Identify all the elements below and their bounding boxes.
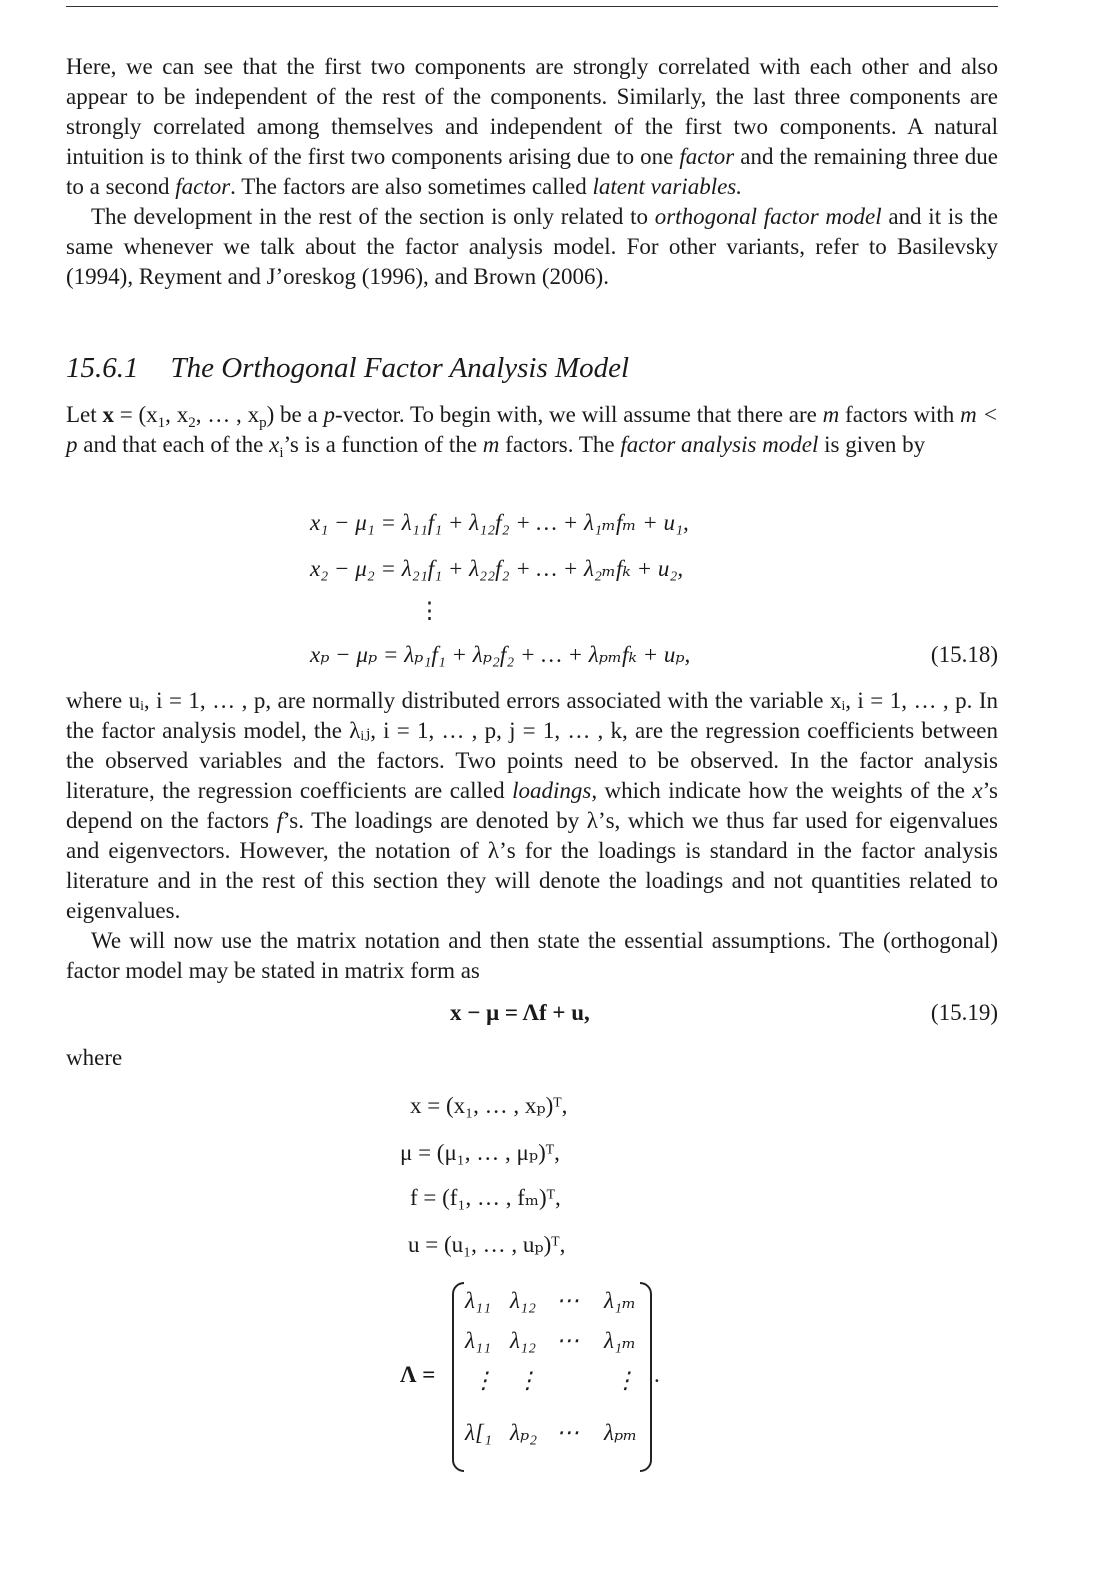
matrix-cell: λ₁ₘ [604,1328,637,1353]
section-heading [66,352,629,385]
matrix-cell: λ₁₂ [510,1288,536,1313]
equation-line-1: x₁ − μ₁ = λ₁₁f₁ + λ₁₂f₂ + … + λ₁ₘfₘ + u₁, [310,510,689,535]
matrix-right-bracket [640,1282,652,1472]
equation-number-1518: (15.18) [930,642,998,667]
paragraph-2: The development in the rest of the section is only related to orthogonal factor model and it is the same whenever we talk about the factor analysis model. For other variants, refer to Basilevsky (1994), Reyment and J’oreskog (1996), and Brown (2006). [66,204,998,289]
matrix-cell: λ₁ₘ [604,1288,637,1313]
matrix-left-bracket [452,1282,464,1472]
paragraph-1: Here, we can see that the first two components are strongly correlated with each other and also appear to be independent of the rest of the components. Similarly, the last three components are strongly correlated among themselves and independent of the first two components. A natural intuition is to think of the first two components arising due to one factor and the remaining three due to a second factor. The factors are also sometimes called latent variables. [66,54,998,199]
definition-u: u = (u₁, … , uₚ)ᵀ, [408,1232,566,1257]
matrix-cell: ⋯ [556,1420,579,1445]
matrix-cell: λ₁₂ [510,1328,536,1353]
paragraph-5: We will now use the matrix notation and then state the essential assumptions. The (orthogonal) factor model may be stated in matrix form as [66,928,998,983]
equation-line-2: x₂ − μ₂ = λ₂₁f₁ + λ₂₂f₂ + … + λ₂ₘfₖ + u₂, [310,556,684,581]
definition-lambda-label: Λ = [400,1362,436,1387]
matrix-cell: λ₁₁ [465,1328,491,1353]
definition-mu: μ = (μ₁, … , μₚ)ᵀ, [400,1140,560,1165]
matrix-cell: λ[₁ [465,1420,492,1445]
section-number: 15.6.1 [66,352,139,384]
section-title: The Orthogonal Factor Analysis Model [170,352,630,384]
matrix-cell: ⋮ [472,1368,495,1393]
matrix-cell: ⋮ [614,1368,637,1393]
matrix-cell: λ₁₁ [465,1288,491,1313]
paragraph-4: where uᵢ, i = 1, … , p, are normally distributed errors associated with the variable xᵢ, i = 1, … , p. In the factor analysis model, the λᵢⱼ, i = 1, … , p, j = 1, … , k, are the regression coefficients between the observed variables and the factors. Two points need to be observed. In the factor analysis literature, the regression coefficients are called loadings, which indicate how the weights of the x’s depend on the factors f’s. The loadings are denoted by λ’s, which we thus far used for eigenvalues and eigenvectors. However, the notation of λ’s for the loadings is standard in the factor analysis literature and in the rest of this section they will denote the loadings and not quantities related to eigenvalues. We will now use the matrix notation and then state the essential assumptions. The (orthogonal) factor model may be stated in matrix form as [66,686,998,986]
page-body [66,52,998,292]
matrix-trailing-dot: . [654,1362,660,1387]
matrix-cell: λₚₘ [604,1420,638,1445]
definition-x: x = (x₁, … , xₚ)ᵀ, [410,1093,568,1118]
where-label: where [66,1045,123,1070]
equation-number-1519: (15.19) [930,1000,998,1025]
definition-f: f = (f₁, … , fₘ)ᵀ, [410,1185,561,1210]
top-rule [66,6,998,7]
equation-1519: x − μ = Λf + u, [450,1000,590,1025]
equation-vdots: ⋮ [418,598,441,623]
paragraph-3: Let $x = (x_1$, $x_2$, … , $x_p$) be a p-vector. To begin with, we will assume that there are m factors with m < p and that each of the $x_i’s$ is a function of the m factors. The factor analysis model is given by [66,402,999,461]
equation-line-3: xₚ − μₚ = λₚ₁f₁ + λₚ₂f₂ + … + λₚₘfₖ + uₚ, [310,642,691,667]
matrix-cell: ⋯ [556,1328,579,1353]
matrix-cell: ⋯ [556,1288,579,1313]
matrix-cell: λₚ₂ [510,1420,538,1445]
matrix-cell: ⋮ [516,1368,539,1393]
